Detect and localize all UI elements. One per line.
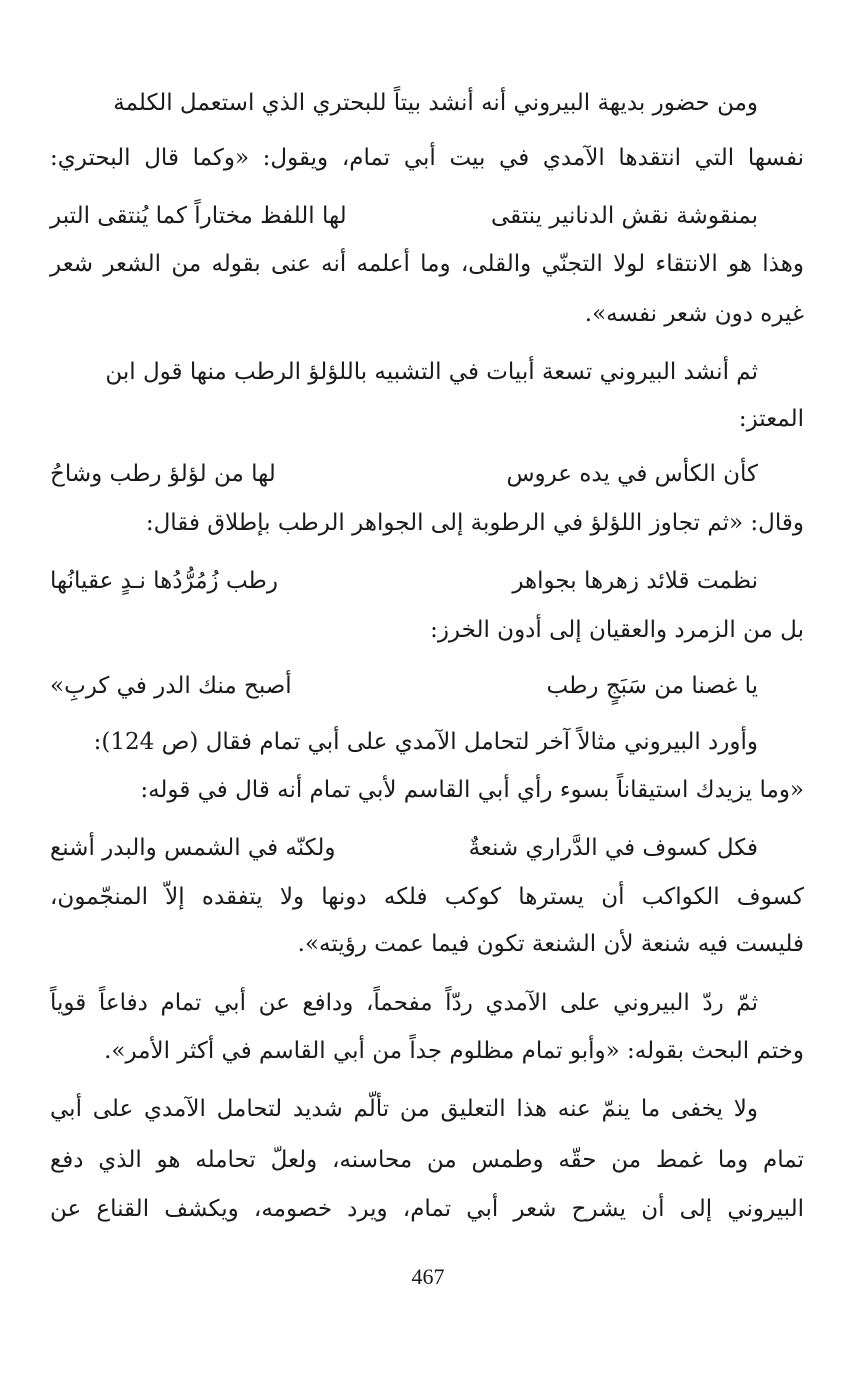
verse-first-hemistich: كأن الكأس في يده عروس [506, 461, 758, 487]
text-line: البيروني إلى أن يشرح شعر أبي تمام، ويرد خصومه، ويكشف القناع عن [50, 1196, 804, 1222]
text-line: نفسها التي انتقدها الآمدي في بيت أبي تمام، ويقول: «وكما قال البحتري: [50, 145, 804, 171]
text-line: «وما يزيدك استيقاناً بسوء رأي أبي القاسم لأبي تمام أنه قال في قوله: [140, 777, 804, 803]
text-line: بل من الزمرد والعقيان إلى أدون الخرز: [430, 617, 804, 643]
verse-second-hemistich: ولكنّه في الشمس والبدر أشنع [50, 835, 336, 861]
verse-second-hemistich: رطب زُمُرُّدُها نـدٍ عقيانُها [50, 568, 278, 594]
verse-second-hemistich: لها اللفظ مختاراً كما يُنتقى التبر [50, 203, 347, 229]
text-line: غيره دون شعر نفسه». [584, 301, 804, 327]
verse-second-hemistich: لها من لؤلؤ رطب وشاحُ [50, 461, 276, 487]
verse-second-hemistich: أصبح منك الدر في كربِ» [50, 673, 292, 699]
text-line: ثم أنشد البيروني تسعة أبيات في التشبيه باللؤلؤ الرطب منها قول ابن [105, 359, 758, 385]
text-line: وقال: «ثم تجاوز اللؤلؤ في الرطوبة إلى الجواهر الرطب بإطلاق فقال: [145, 510, 804, 536]
text-line: وأورد البيروني مثالاً آخر لتحامل الآمدي على أبي تمام فقال (ص 124): [93, 729, 758, 755]
verse-first-hemistich: يا غصنا من سَبَجٍ رطب [546, 673, 758, 699]
text-line: كسوف الكواكب أن يسترها كوكب فلكه دونها ولا يتفقده إلاّ المنجّمون، [50, 884, 804, 910]
text-line: ولا يخفى ما ينمّ عنه هذا التعليق من تألّم شديد لتحامل الآمدي على أبي [50, 1096, 758, 1122]
page-number: 467 [411, 1264, 445, 1289]
text-line: ثمّ ردّ البيروني على الآمدي ردّاً مفحماً، ودافع عن أبي تمام دفاعاً قوياً [50, 990, 758, 1016]
verse-first-hemistich: نظمت قلائد زهرها بجواهر [512, 568, 758, 594]
text-line: تمام وما غمط من حقّه وطمس من محاسنه، ولعلّ تحامله هو الذي دفع [50, 1147, 804, 1173]
text-line: المعتز: [738, 406, 804, 432]
verse-first-hemistich: فكل كسوف في الدَّراري شنعةٌ [468, 835, 758, 861]
verse-first-hemistich: بمنقوشة نقش الدنانير ينتقى [490, 203, 758, 229]
text-line: وختم البحث بقوله: «وأبو تمام مظلوم جداً من أبي القاسم في أكثر الأمر». [104, 1038, 804, 1064]
text-line: فليست فيه شنعة لأن الشنعة تكون فيما عمت رؤيته». [297, 931, 804, 957]
text-line: ومن حضور بديهة البيروني أنه أنشد بيتاً للبحتري الذي استعمل الكلمة [113, 90, 758, 116]
text-line: وهذا هو الانتقاء لولا التجنّي والقلى، وما أعلمه أنه عنى بقوله من الشعر شعر [50, 251, 804, 277]
